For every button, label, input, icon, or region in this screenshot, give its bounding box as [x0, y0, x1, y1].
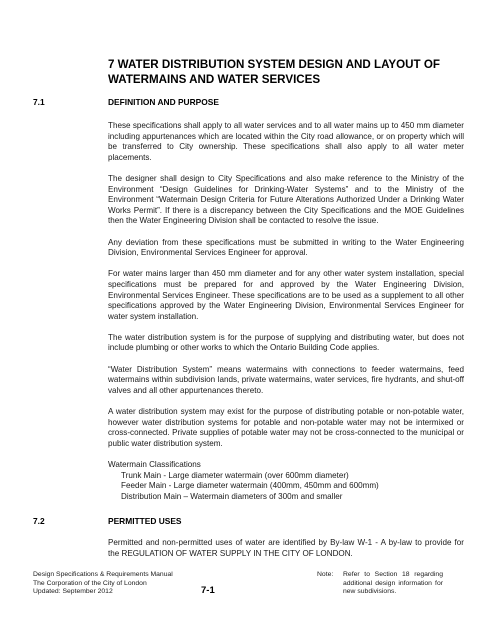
paragraph: These specifications shall apply to all water services and to all water mains up to 450 mm diameter including appurtenances which are located within the City road allowance, or on property which will be transferred to City ownership. These specifications shall also apply to all water meter placements. — [108, 121, 464, 162]
watermain-classifications — [108, 460, 464, 502]
section-7-2-body — [108, 538, 464, 559]
classifications-heading: Watermain Classifications — [108, 460, 201, 469]
footer-line: Updated: September 2012 — [33, 588, 113, 596]
paragraph: Permitted and non-permitted uses of water are identified by By-law W-1 - A by-law to provide for the REGULATION OF WATER SUPPLY IN THE CITY OF LONDON. — [108, 538, 464, 558]
classification-item: Feeder Main - Large diameter watermain (400mm, 450mm and 600mm) — [121, 481, 379, 491]
classification-item: Trunk Main - Large diameter watermain (over 600mm diameter) — [121, 470, 349, 480]
classification-item: Distribution Main – Watermain diameters of 300m and smaller — [121, 491, 343, 501]
footer-line: The Corporation of the City of London — [33, 579, 147, 587]
section-number: 7.2 — [33, 516, 45, 526]
section-title: PERMITTED USES — [108, 516, 182, 526]
paragraph: The designer shall design to City Specifications and also make reference to the Ministry of the Environment “Design Guidelines for Drinking-Water Systems” and to the Ministry of the Environment “Watermain Design Criteria for Future Alterations Authorized Under a Drinking Water Works Permit”. If there is a discrepancy between the City Specifications and the MOE Guidelines then the Water Engineering Division shall be contacted to resolve the issue. — [108, 173, 464, 226]
section-7-1-body — [108, 121, 464, 502]
section-number: 7.1 — [33, 97, 45, 107]
paragraph: “Water Distribution System” means watermains with connections to feeder watermains, feed watermains within subdivision lands, private watermains, water services, fire hydrants, and shut-off valves and all other appurtenances thereto. — [108, 364, 464, 395]
paragraph: For water mains larger than 450 mm diameter and for any other water system installation, special specifications must be prepared for and approved by the Water Engineering Division, Environmental Services Engineer. These specifications are to be used as a supplement to all other specifications approved by the Water Engineering Division, Environmental Services Engineer for water system installation. — [108, 269, 464, 321]
section-title: DEFINITION AND PURPOSE — [108, 97, 219, 107]
chapter-title: 7 WATER DISTRIBUTION SYSTEM DESIGN AND LAYOUT OF WATERMAINS AND WATER SERVICES — [108, 58, 440, 86]
paragraph: The water distribution system is for the purpose of supplying and distributing water, but does not include plumbing or other works to which the Ontario Building Code applies. — [108, 332, 464, 353]
footer-line: Design Specifications & Requirements Manual — [33, 571, 173, 578]
page-footer — [33, 571, 473, 621]
note-text: Refer to Section 18 regarding additional design information for new subdivisions. — [343, 571, 443, 596]
paragraph: A water distribution system may exist for the purpose of distributing potable or non-potable water, however water distribution systems for potable and non-potable water may not be intermixed or cross-connected. Private supplies of potable water may not be cross-connected to the municipal or public water distribution system. — [108, 407, 464, 448]
page-number: 7-1 — [201, 585, 215, 596]
note-label: Note: — [317, 571, 334, 578]
paragraph: Any deviation from these specifications must be submitted in writing to the Water Engineering Division, Environmental Services Engineer for approval. — [108, 237, 464, 258]
